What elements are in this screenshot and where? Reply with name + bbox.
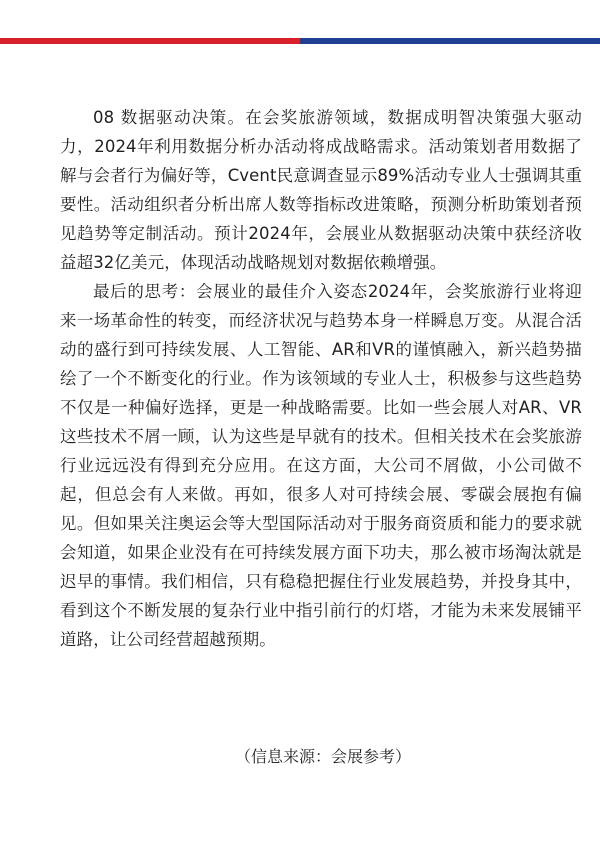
source-citation: （信息来源：会展参考）	[234, 747, 411, 766]
article-body	[60, 103, 582, 654]
paragraph-final-thoughts: 最后的思考：会展业的最佳介入姿态2024年，会奖旅游行业将迎来一场革命性的转变，而经济状况与趋势本身一样瞬息万变。从混合活动的盛行到可持续发展、人工智能、AR和VR的谨慎融入，新兴趋势描绘了一个不断变化的行业。作为该领域的专业人士，积极参与这些趋势不仅是一种偏好选择，更是一种战略需要。比如一些会展人对AR、VR这些技术不屑一顾，认为这些是早就有的技术。但相关技术在会奖旅游行业远远没有得到充分应用。在这方面，大公司不屑做，小公司做不起，但总会有人来做。再如，很多人对可持续会展、零碳会展抱有偏见。但如果关注奥运会等大型国际活动对于服务商资质和能力的要求就会知道，如果企业没有在可持续发展方面下功夫，那么被市场淘汰就是迟早的事情。我们相信，只有稳稳把握住行业发展趋势，并投身其中，看到这个不断发展的复杂行业中指引前行的灯塔，才能为未来发展铺平道路，让公司经营超越预期。	[60, 282, 582, 649]
header-band-blue	[300, 38, 600, 44]
paragraph-data-driven-decisions: 08 数据驱动决策。在会奖旅游领域，数据成明智决策强大驱动力，2024年利用数据分析办活动将成战略需求。活动策划者用数据了解与会者行为偏好等，Cvent民意调查显示89%活动专业人士强调其重要性。活动组织者分析出席人数等指标改进策略，预测分析助策划者预见趋势等定制活动。预计2024年，会展业从数据驱动决策中获经济收益超32亿美元，体现活动战略规划对数据依赖增强。	[60, 108, 583, 272]
header-band-red	[0, 38, 300, 44]
header-color-band	[0, 0, 600, 46]
